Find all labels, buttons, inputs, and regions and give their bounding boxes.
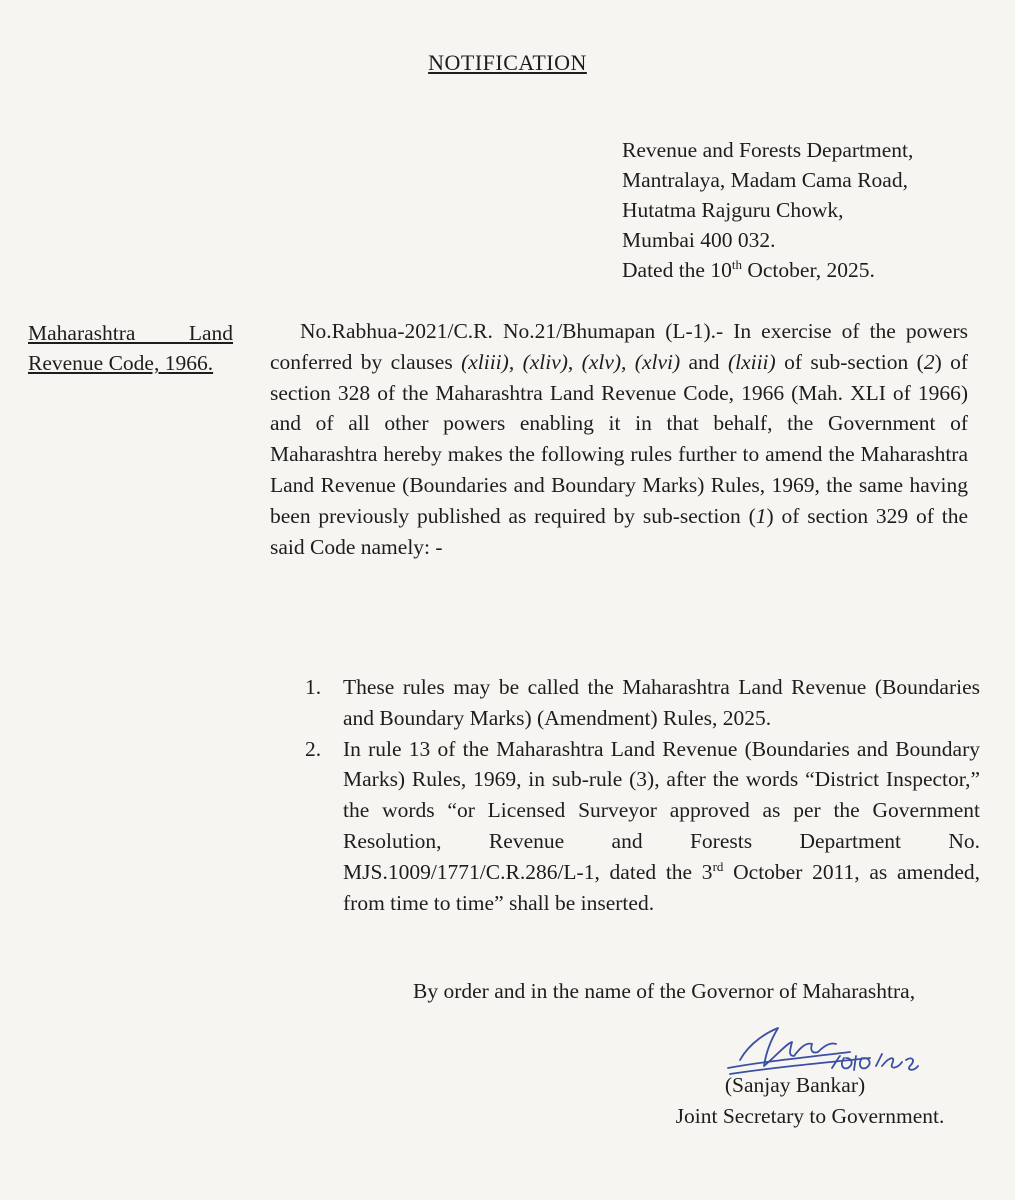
preamble-clause-last: (lxiii)	[727, 349, 776, 374]
rule-text: These rules may be called the Maharashtra Land Revenue (Boundaries and Boundary Marks) (Amendment) Rules, 2025.	[343, 675, 980, 730]
preamble-subsection: 2	[923, 349, 935, 374]
preamble-text-2: and	[680, 349, 728, 374]
date-rest: October, 2025.	[741, 258, 875, 282]
rule-number: 2.	[305, 736, 322, 761]
rule-number: 1.	[305, 675, 322, 699]
preamble-text-4: ) of section 328 of the Maharashtra Land Revenue Code, 1966 (Mah. XLI of 1966) and of all other powers enabling it in that behalf, the Government of Maharashtra hereby makes the following rules further to amend the Maharashtra Land Revenue (Boundaries and Boundary Marks) Rules, 1969, the same having been previously published as required by sub-section (	[270, 349, 969, 528]
date-prefix: Dated the 10	[622, 258, 732, 282]
address-building: Mantralaya, Madam Cama Road,	[622, 168, 908, 192]
preamble-clauses: (xliii), (xliv), (xlv), (xlvi)	[461, 349, 681, 374]
list-item	[305, 734, 980, 919]
list-item	[305, 672, 980, 734]
address-date	[622, 255, 913, 285]
address-area: Hutatma Rajguru Chowk,	[622, 198, 844, 222]
preamble-text-3: of sub-section (	[775, 349, 924, 374]
signatory-title: Joint Secretary to Government.	[675, 1103, 945, 1128]
closing-statement: By order and in the name of the Governor of Maharashtra,	[413, 979, 916, 1003]
document-title: NOTIFICATION	[428, 50, 587, 75]
address-city: Mumbai 400 032.	[622, 228, 776, 252]
rule-text-cont: October 2011, as amended, from time to time” shall be inserted.	[343, 859, 980, 915]
rule-text: In rule 13 of the Maharashtra Land Revenue (Boundaries and Boundary Marks) Rules, 1969, in sub-rule (3), after the words “District Inspector,” the words “or Licensed Surveyor approved as per the Government Resolution, Revenue and Forests Department No. MJS.1009/1771/C.R.286/L-1, dated the 3	[343, 736, 980, 884]
date-suffix: th	[731, 256, 742, 272]
margin-note: Maharashtra Land Revenue Code, 1966.	[28, 321, 233, 375]
preamble-text-1: No.Rabhua-2021/C.R. No.21/Bhumapan (L-1).- In exercise of the powers conferred by clauses	[270, 319, 968, 374]
preamble-subsection-2: 1	[755, 503, 767, 528]
signature-block	[640, 1070, 980, 1132]
signatory-name: (Sanjay Bankar)	[724, 1073, 866, 1097]
rules-list	[305, 672, 980, 918]
preamble-text-5: ) of section 329 of the said Code namely: -	[270, 503, 968, 559]
address-department: Revenue and Forests Department,	[622, 138, 914, 162]
preamble-paragraph	[270, 316, 968, 562]
department-address	[622, 135, 913, 285]
rule-text-sup: rd	[712, 858, 724, 874]
